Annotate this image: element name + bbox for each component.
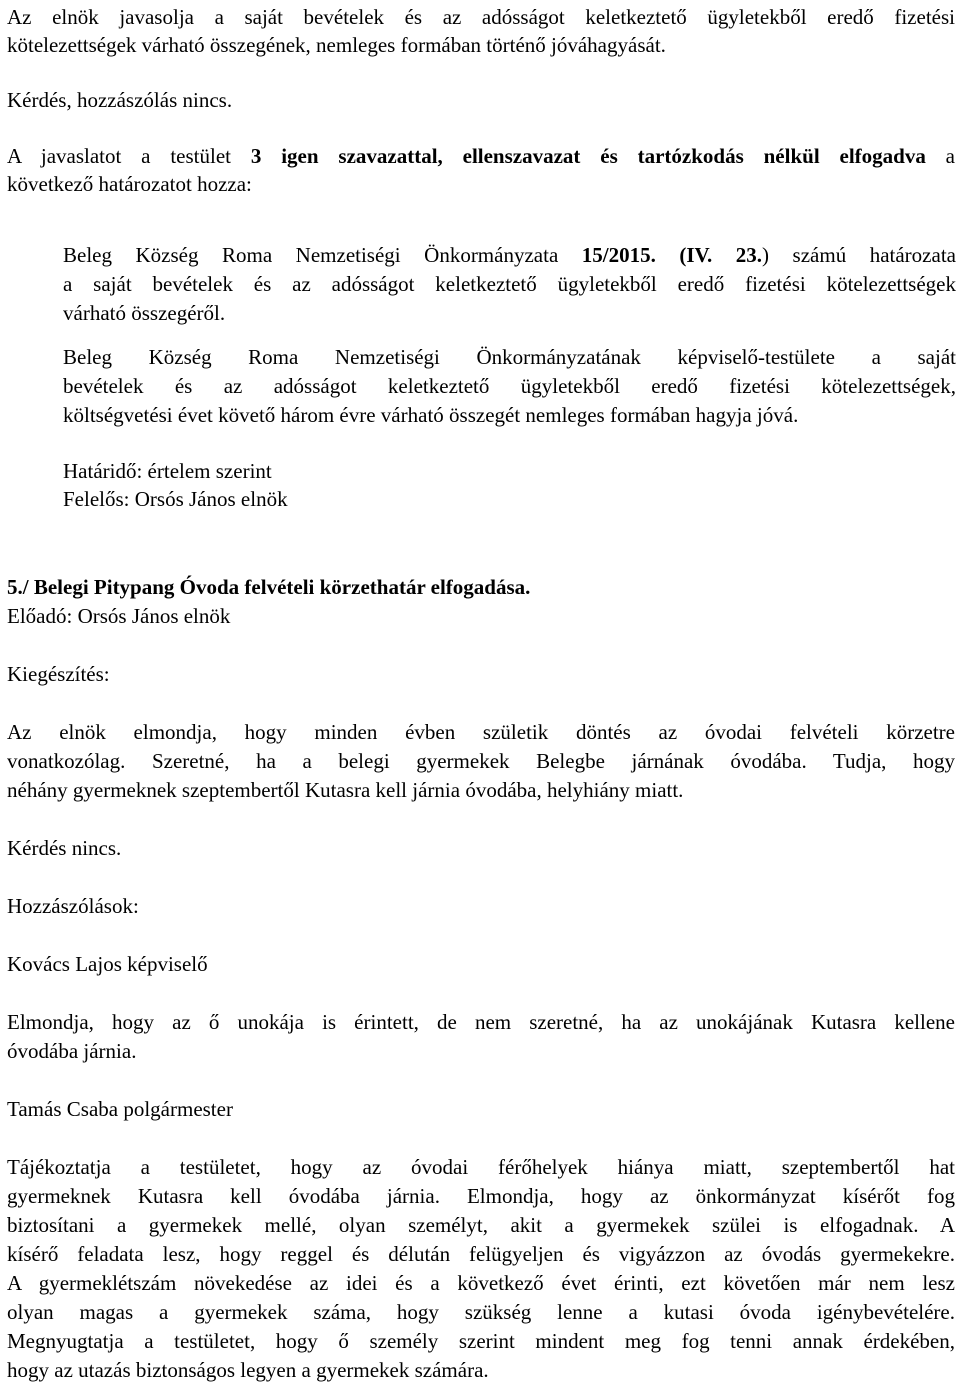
speaker-2-line-5: A gyermeklétszám növekedése az idei és a következő évet érinti, ezt követően már nem lesz — [7, 1271, 955, 1295]
speaker-1-line-1: Elmondja, hogy az ő unokája is érintett, de nem szeretné, ha az unokájának Kutasra kellene — [7, 1010, 955, 1034]
resolution-title-line-1 — [63, 245, 956, 266]
speaker-2-line-6: olyan magas a gyermekek száma, hogy szükség lenne a kutasi óvoda igénybevételére. — [7, 1300, 955, 1324]
speaker-2-line-2: gyermeknek Kutasra kell óvodába járnia. Elmondja, hogy az önkormányzat kísérőt fog — [7, 1184, 955, 1208]
resolution-body-line-1: Beleg Község Roma Nemzetiségi Önkormányzatának képviselő-testülete a saját — [63, 345, 956, 369]
supplement-line-3: néhány gyermeknek szeptembertől Kutasra kell járnia óvodába, helyhiány miatt. — [7, 778, 684, 802]
vote-result-bold: 3 igen szavazattal, ellenszavazat és tartózkodás nélkül elfogadva — [250, 144, 926, 168]
vote-text-c: a — [925, 144, 955, 168]
speaker-1-line-2: óvodába járnia. — [7, 1039, 137, 1063]
resolution-title-line-3: várható összegéről. — [63, 301, 226, 325]
supplement-label: Kiegészítés: — [7, 662, 110, 686]
resolution-number: 15/2015. (IV. 23. — [581, 243, 763, 267]
resolution-deadline: Határidő: értelem szerint — [63, 459, 272, 483]
speaker-2-line-1: Tájékoztatja a testületet, hogy az óvodai férőhelyek hiánya miatt, szeptembertől hat — [7, 1155, 955, 1179]
resolution-title-line-2: a saját bevételek és az adósságot keletkeztető ügyletekből eredő fizetési kötelezettségek — [63, 272, 956, 296]
supplement-line-1: Az elnök elmondja, hogy minden évben születik döntés az óvodai felvételi körzetre — [7, 720, 955, 744]
speaker-1-name: Kovács Lajos képviselő — [7, 952, 208, 976]
no-questions-note-2: Kérdés nincs. — [7, 836, 122, 860]
resolution-body-name: Beleg Község Roma Nemzetiségi Önkormányzata — [63, 243, 582, 267]
resolution-body-line-3: költségvetési évet követő három évre várható összegét nemleges formában hagyja jóvá. — [63, 403, 799, 427]
speaker-2-line-4: kísérő feladata lesz, hogy reggel és délután felügyeljen és vigyázzon az óvodás gyermekekre. — [7, 1242, 955, 1266]
supplement-line-2: vonatkozólag. Szeretné, ha a belegi gyermekek Belegbe járnának óvodába. Tudja, hogy — [7, 749, 955, 773]
vote-line-2: következő határozatot hozza: — [7, 172, 252, 196]
agenda-item-5-presenter: Előadó: Orsós János elnök — [7, 604, 231, 628]
speaker-2-line-3: biztosítani a gyermekek mellé, olyan személyt, akit a gyermekek szülei is elfogadnak. A — [7, 1213, 955, 1237]
speaker-2-name: Tamás Csaba polgármester — [7, 1097, 233, 1121]
resolution-responsible: Felelős: Orsós János elnök — [63, 487, 288, 511]
resolution-suffix: ) számú határozata — [762, 243, 956, 267]
paragraph-proposal-line-2: kötelezettségek várható összegének, nemleges formában történő jóváhagyását. — [7, 33, 666, 57]
comments-label: Hozzászólások: — [7, 894, 139, 918]
vote-line-1 — [7, 146, 955, 167]
agenda-item-5-heading: 5./ Belegi Pitypang Óvoda felvételi körzethatár elfogadása. — [7, 575, 531, 599]
resolution-body-line-2: bevételek és az adósságot keletkeztető ügyletekből eredő fizetési kötelezettségek, — [63, 374, 956, 398]
paragraph-proposal-line-1: Az elnök javasolja a saját bevételek és az adósságot keletkeztető ügyletekből eredő fizetési — [7, 5, 955, 29]
no-questions-note: Kérdés, hozzászólás nincs. — [7, 88, 233, 112]
speaker-2-line-8: hogy az utazás biztonságos legyen a gyermekek számára. — [7, 1358, 489, 1382]
speaker-2-line-7: Megnyugtatja a testületet, hogy ő személy szerint mindent meg fog tenni annak érdekében, — [7, 1329, 955, 1353]
vote-text-a: A javaslatot a testület — [7, 144, 251, 168]
